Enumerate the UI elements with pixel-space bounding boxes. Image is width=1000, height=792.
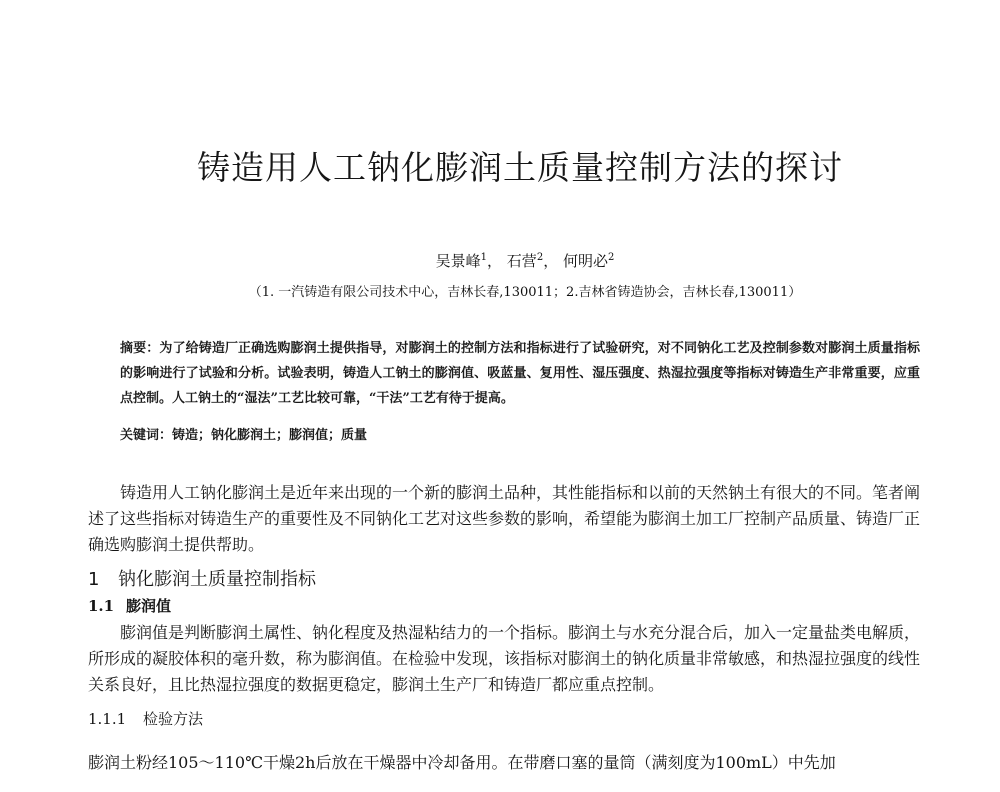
intro-paragraph: 铸造用人工钠化膨润土是近年来出现的一个新的膨润土品种，其性能指标和以前的天然钠土有很大的不同。笔者阐述了这些指标对铸造生产的重要性及不同钠化工艺对这些参数的影响，希望能为膨润土加工厂控制产品质量、铸造厂正确选购膨润土提供帮助。 — [88, 483, 921, 554]
author-name: 何明必 — [562, 252, 608, 270]
paper-title: 铸造用人工钠化膨润土质量控制方法的探讨 — [197, 148, 843, 187]
section-title: 钠化膨润土质量控制指标 — [118, 569, 316, 590]
subsubsection-number: 1.1.1 — [88, 710, 127, 728]
section-heading — [88, 565, 316, 591]
subsection-heading — [88, 595, 171, 616]
author-list — [0, 250, 1000, 271]
keywords-label: 关键词： — [120, 428, 173, 443]
abstract — [120, 336, 920, 411]
subsection-number: 1.1 — [88, 597, 115, 615]
body-paragraph: 膨润值是判断膨润土属性、钠化程度及热湿粘结力的一个指标。膨润土与水充分混合后，加入一定量盐类电解质，所形成的凝胶体积的毫升数，称为膨润值。在检验中发现，该指标对膨润土的钠化质量非常敏感，和热湿拉强度的线性关系良好，且比热湿拉强度的数据更稳定，膨润土生产厂和铸造厂都应重点控制。 — [88, 623, 921, 694]
subsubsection-heading — [88, 708, 203, 729]
author-affil-mark: 2 — [608, 252, 615, 263]
author-separator: ， — [487, 252, 503, 270]
affiliation: （1. 一汽铸造有限公司技术中心，吉林长春,130011；2.吉林省铸造协会，吉林长春,130011） — [248, 285, 802, 300]
subsubsection-body — [88, 734, 920, 792]
section-number: 1 — [88, 569, 100, 590]
abstract-label: 摘要： — [120, 341, 160, 356]
intro-section — [88, 480, 920, 558]
author-separator: ， — [543, 252, 559, 270]
keywords — [120, 424, 920, 443]
abstract-text: 为了给铸造厂正确选购膨润土提供指导，对膨润土的控制方法和指标进行了试验研究，对不同钠化工艺及控制参数对膨润土质量指标的影响进行了试验和分析。试验表明，铸造人工钠土的膨润值、吸蓝量、复用性、湿压强度、热湿拉强度等指标对铸造生产非常重要，应重点控制。人工钠土的“湿法”工艺比较可靠，“干法”工艺有待于提高。 — [120, 341, 920, 406]
subsection-body — [88, 620, 920, 698]
keywords-text: 铸造；钠化膨润土；膨润值；质量 — [172, 428, 368, 443]
subsection-title: 膨润值 — [126, 597, 172, 615]
body-paragraph: 膨润土粉经105～110℃干燥2h后放在干燥器中冷却备用。在带磨口塞的量筒（满刻度为100mL）中先加 — [88, 753, 836, 772]
author-name: 吴景峰 — [435, 252, 481, 270]
subsubsection-title: 检验方法 — [143, 710, 204, 728]
author-name: 石营 — [506, 252, 537, 270]
author-affil-mark: 1 — [480, 252, 487, 263]
author-affil-mark: 2 — [536, 252, 544, 263]
